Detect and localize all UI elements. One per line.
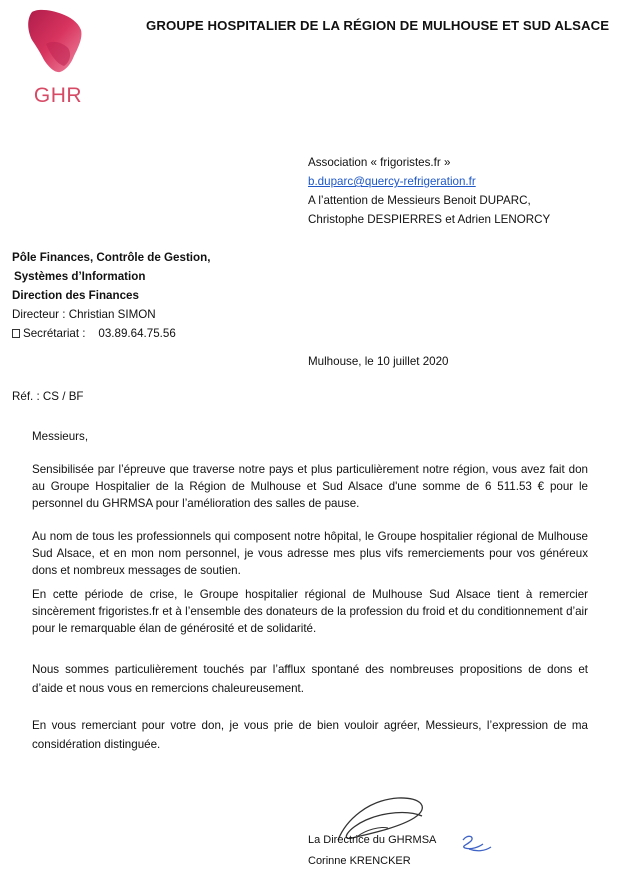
ghr-logo-shape-icon — [18, 4, 94, 86]
sender-direction: Direction des Finances — [12, 289, 139, 302]
phone-icon — [12, 329, 20, 338]
initials-mark — [455, 832, 495, 854]
signature-block — [308, 830, 436, 872]
sender-director: Directeur : Christian SIMON — [12, 308, 156, 321]
reference-line: Réf. : CS / BF — [12, 390, 84, 403]
recipient-address — [308, 153, 550, 229]
logo-text: GHR — [33, 84, 83, 107]
secretariat-phone: 03.89.64.75.56 — [98, 327, 176, 340]
paragraph-4: Nous sommes particulièrement touchés par l’afflux spontané des nombreuses propositions de dons et d’aide et nous vous en remercions chaleureusement. — [32, 663, 588, 695]
sender-department: Pôle Finances, Contrôle de Gestion, — [12, 251, 211, 264]
ghr-logo — [18, 4, 94, 110]
organization-title: GROUPE HOSPITALIER DE LA RÉGION DE MULHOUSE ET SUD ALSACE — [146, 18, 610, 33]
sender-secretariat — [12, 324, 210, 343]
paragraph-2: Au nom de tous les professionnels qui composent notre hôpital, le Groupe hospitalier régional de Mulhouse Sud Alsace, et en mon nom personnel, je vous adresse mes plus vifs remerciements pour vos généreux dons et nombreux messages de soutien. — [32, 530, 588, 577]
signatory-title: La Directrice du GHRMSA — [308, 834, 437, 846]
salutation: Messieurs, — [32, 430, 89, 443]
date-line: Mulhouse, le 10 juillet 2020 — [308, 355, 449, 368]
recipient-attention: A l’attention de Messieurs Benoit DUPARC, — [308, 194, 531, 207]
recipient-association: Association « frigoristes.fr » — [308, 156, 451, 169]
secretariat-label: Secrétariat : — [23, 327, 86, 340]
signatory-name: Corinne KRENCKER — [308, 855, 411, 867]
paragraph-1: Sensibilisée par l’épreuve que traverse notre pays et plus particulièrement notre région, vous avez fait don au Groupe Hospitalier de la Région de Mulhouse et Sud Alsace d'une somme de 6 511.53 € pour le personnel du GHRMSA pour l’amélioration des salles de pause. — [32, 463, 588, 510]
sender-department-2: Systèmes d’Information — [14, 270, 146, 283]
paragraph-5: En vous remerciant pour votre don, je vous prie de bien vouloir agréer, Messieurs, l’expression de ma considération distinguée. — [32, 719, 588, 751]
paragraph-3: En cette période de crise, le Groupe hospitalier régional de Mulhouse Sud Alsace tient à remercier sincèrement frigoristes.fr et à l’ensemble des donateurs de la profession du froid et du conditionnement d’air pour le remarquable élan de générosité et de solidarité. — [32, 588, 588, 635]
sender-block — [12, 248, 210, 343]
recipient-email-link[interactable]: b.duparc@quercy-refrigeration.fr — [308, 175, 476, 188]
recipient-names: Christophe DESPIERRES et Adrien LENORCY — [308, 213, 551, 226]
